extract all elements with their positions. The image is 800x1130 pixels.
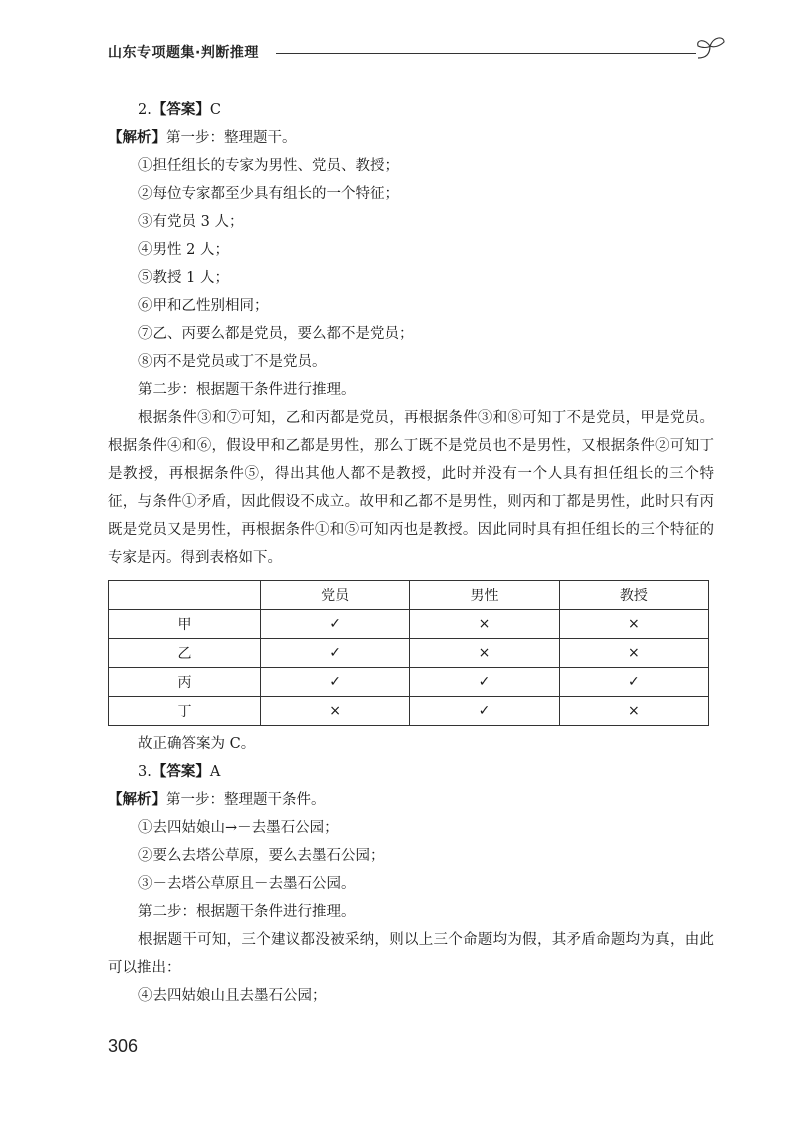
table-cell: ×	[559, 610, 708, 639]
page-content	[108, 96, 714, 1010]
table-row	[109, 697, 709, 726]
q2-reasoning: 根据条件③和⑦可知，乙和丙都是党员，再根据条件③和⑧可知丁不是党员，甲是党员。根据条件④和⑥，假设甲和乙都是男性，那么丁既不是党员也不是男性，又根据条件②可知丁是教授，再根据条件⑤，得出其他人都不是教授，此时并没有一个人具有担任组长的三个特征，与条件①矛盾，因此假设不成立。故甲和乙都不是男性，则丙和丁都是男性，此时只有丙既是党员又是男性，再根据条件①和⑤可知丙也是教授。因此同时具有担任组长的三个特征的专家是丙。得到表格如下。	[108, 410, 714, 566]
q3-answer-line	[108, 758, 714, 786]
q2-answer-line	[108, 96, 714, 124]
q3-condition-3: ③－去塔公草原且－去墨石公园。	[138, 876, 356, 892]
table-header-cell: 男性	[410, 581, 559, 610]
q3-reasoning: 根据题干可知，三个建议都没被采纳，则以上三个命题均为假，其矛盾命题均为真，由此可以推出：	[108, 932, 714, 976]
table-cell: ✓	[410, 668, 559, 697]
q2-answer-value: C	[209, 102, 221, 118]
q2-result-table	[108, 580, 709, 726]
q3-condition-2: ②要么去塔公草原，要么去墨石公园；	[138, 848, 385, 864]
q3-condition-1: ①去四姑娘山→－去墨石公园；	[138, 820, 339, 836]
q3-derived-1: ④去四姑娘山且去墨石公园；	[138, 988, 327, 1004]
table-cell: ✓	[559, 668, 708, 697]
q2-condition-7: ⑦乙、丙要么都是党员，要么都不是党员；	[138, 326, 414, 342]
sprout-icon	[690, 34, 730, 64]
table-header-cell	[109, 581, 261, 610]
header-title: 山东专项题集·判断推理	[108, 45, 259, 61]
q2-condition-8: ⑧丙不是党员或丁不是党员。	[138, 354, 327, 370]
q2-conclusion: 故正确答案为 C。	[138, 736, 256, 752]
table-row	[109, 668, 709, 697]
table-header-cell: 教授	[559, 581, 708, 610]
table-cell: ×	[559, 697, 708, 726]
row-label: 丁	[109, 697, 261, 726]
table-header-cell: 党员	[261, 581, 410, 610]
q2-number: 2.	[138, 102, 152, 118]
q2-condition-6: ⑥甲和乙性别相同；	[138, 298, 269, 314]
table-cell: ✓	[261, 639, 410, 668]
table-cell: ✓	[410, 697, 559, 726]
q3-answer-label: 【答案】	[151, 763, 210, 780]
row-label: 丙	[109, 668, 261, 697]
q2-step1: 第一步：整理题干。	[166, 130, 297, 146]
q2-condition-1: ①担任组长的专家为男性、党员、教授；	[138, 158, 399, 174]
table-cell: ×	[410, 610, 559, 639]
q3-analysis-line	[108, 786, 714, 814]
page-number: 306	[108, 1036, 139, 1056]
table-row	[109, 639, 709, 668]
table-cell: ×	[261, 697, 410, 726]
q3-number: 3.	[138, 764, 152, 780]
table-cell: ✓	[261, 610, 410, 639]
table-row	[109, 610, 709, 639]
q2-condition-3: ③有党员 3 人；	[138, 214, 244, 230]
q2-condition-4: ④男性 2 人；	[138, 242, 229, 258]
q2-condition-2: ②每位专家都至少具有组长的一个特征；	[138, 186, 399, 202]
q2-analysis-line	[108, 124, 714, 152]
header-rule	[276, 53, 696, 54]
table-cell: ✓	[261, 668, 410, 697]
q3-step2: 第二步：根据题干条件进行推理。	[138, 904, 356, 920]
row-label: 甲	[109, 610, 261, 639]
q3-step1: 第一步：整理题干条件。	[166, 792, 326, 808]
q2-condition-5: ⑤教授 1 人；	[138, 270, 229, 286]
q2-answer-label: 【答案】	[151, 101, 210, 118]
table-header-row	[109, 581, 709, 610]
table-cell: ×	[559, 639, 708, 668]
row-label: 乙	[109, 639, 261, 668]
q3-answer-value: A	[209, 764, 221, 780]
q3-analysis-label: 【解析】	[108, 791, 166, 808]
running-header	[108, 38, 728, 68]
table-cell: ×	[410, 639, 559, 668]
q2-step2: 第二步：根据题干条件进行推理。	[138, 382, 356, 398]
q2-analysis-label: 【解析】	[108, 129, 166, 146]
